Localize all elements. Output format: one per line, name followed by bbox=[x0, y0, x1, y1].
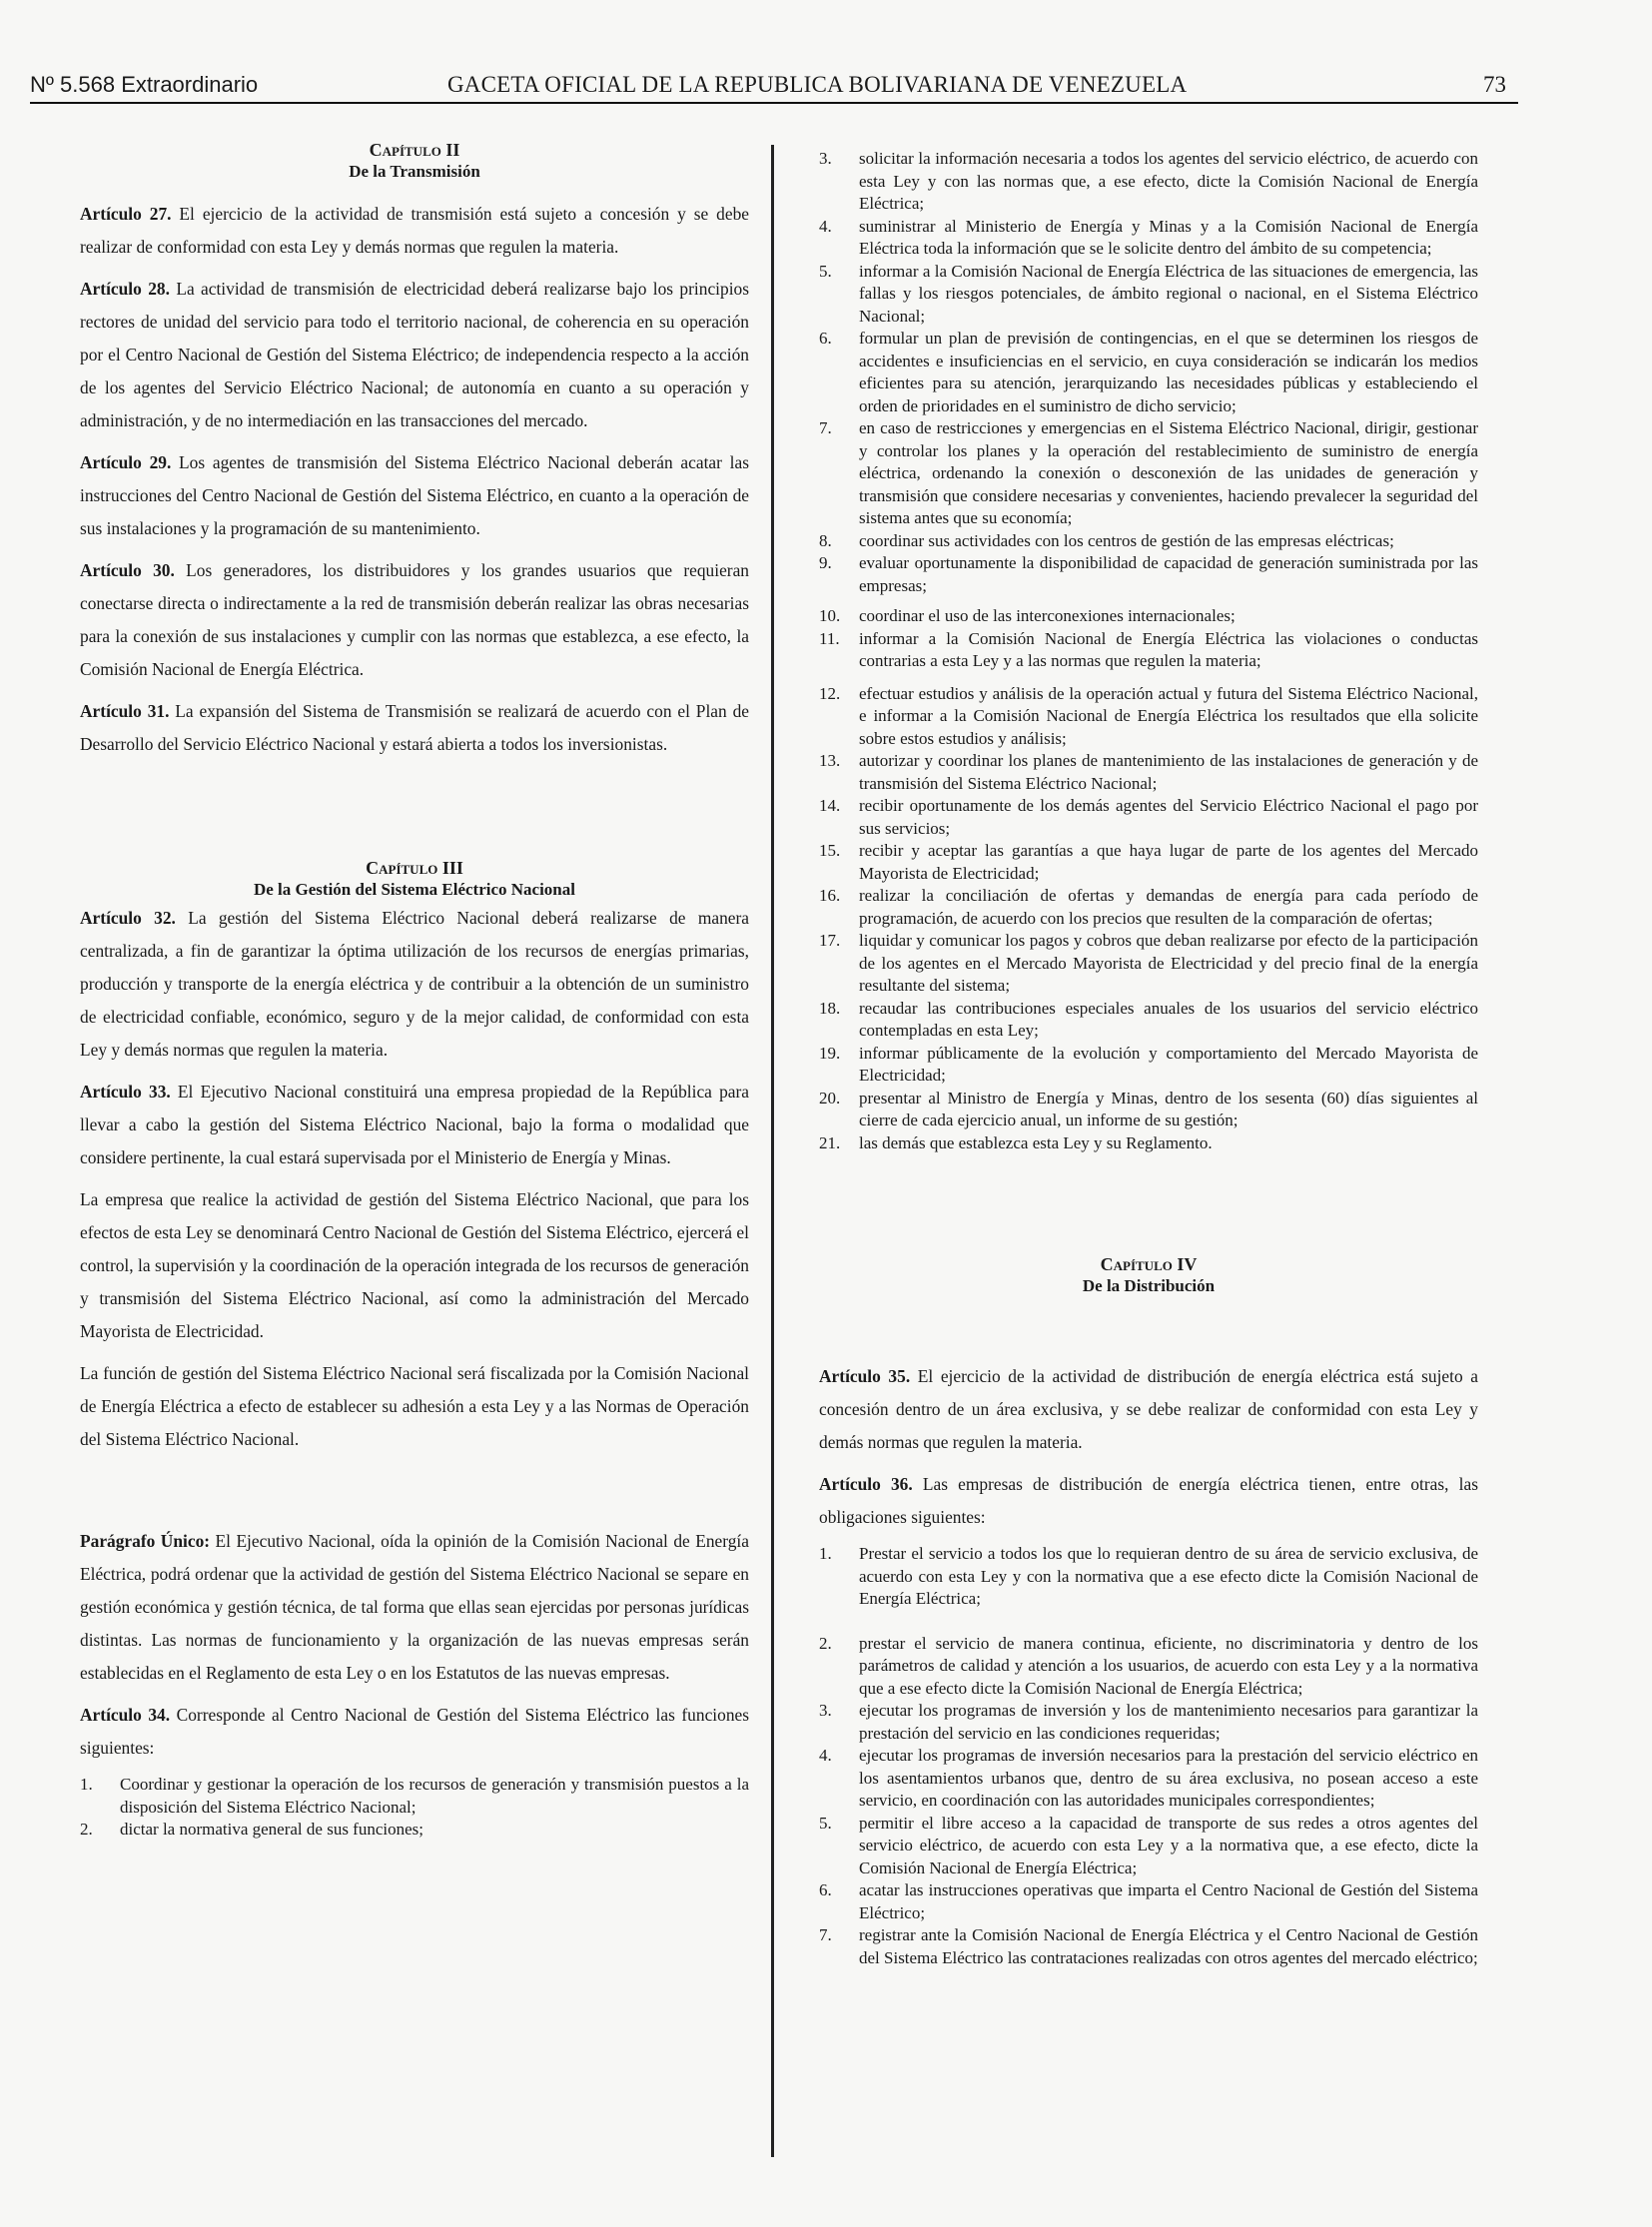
issue-number: Nº 5.568 Extraordinario bbox=[30, 72, 259, 97]
list-item: 13. autorizar y coordinar los planes de mantenimiento de las instalaciones de generación y de transmisión del Sistema Eléctrico Nacional; bbox=[819, 751, 1478, 793]
article-35: Artículo 35. El ejercicio de la actividad de distribución de energía eléctrica está sujeto a concesión dentro de un área exclusiva, y se debe realizar de conformidad con esta Ley y demás normas que regulen la materia. bbox=[819, 1366, 1478, 1452]
list-item: 14. recibir oportunamente de los demás agentes del Servicio Eléctrico Nacional el pago por sus servicios; bbox=[819, 796, 1478, 838]
list-item: 1. Coordinar y gestionar la operación de los recursos de generación y transmisión puestos a la disposición del Sistema Eléctrico Nacional; bbox=[80, 1775, 749, 1817]
article-28: Artículo 28. La actividad de transmisión de electricidad deberá realizarse bajo los principios rectores de unidad del servicio para todo el territorio nacional, de coherencia en su operación por el Centro Nacional de Gestión del Sistema Eléctrico; de independencia respecto a la acción de los agentes del Servicio Eléctrico Nacional; de autonomía en cuanto a su operación y administración, y de no intermediación en las transacciones del mercado. bbox=[80, 279, 749, 430]
gazette-header bbox=[30, 72, 1518, 104]
article-27: Artículo 27. El ejercicio de la actividad de transmisión está sujeto a concesión y se debe realizar de conformidad con esta Ley y demás normas que regulen la materia. bbox=[80, 204, 750, 257]
article-34: Artículo 34. Corresponde al Centro Nacional de Gestión del Sistema Eléctrico las funciones siguientes: bbox=[80, 1705, 749, 1758]
list-item: 3. ejecutar los programas de inversión y los de mantenimiento necesarios para garantizar la prestación del servicio en las condiciones requeridas; bbox=[819, 1701, 1478, 1743]
list-item: 2. dictar la normativa general de sus funciones; bbox=[80, 1820, 423, 1839]
list-item: 16. realizar la conciliación de ofertas y demandas de energía para cada período de programación, de acuerdo con los precios que resulten de la comparación de ofertas; bbox=[819, 886, 1478, 928]
list-item: 2. prestar el servicio de manera continua, eficiente, no discriminatoria y dentro de los parámetros de calidad y atención a los usuarios, de acuerdo con esta Ley y a la normativa que a ese efecto dicte la Comisión Nacional de Energía Eléctrica; bbox=[819, 1633, 1478, 1698]
article-36-list bbox=[819, 1543, 1478, 1969]
chapter-number: Capítulo IV bbox=[1100, 1254, 1198, 1274]
chapter-title: De la Distribución bbox=[1082, 1276, 1216, 1295]
chapter-title: De la Gestión del Sistema Eléctrico Nacional bbox=[253, 880, 575, 899]
article-31: Artículo 31. La expansión del Sistema de Transmisión se realizará de acuerdo con el Plan de Desarrollo del Servicio Eléctrico Nacional y estará abierta a todos los inversionistas. bbox=[80, 701, 750, 754]
chapter-heading bbox=[80, 140, 749, 182]
chapter-title: De la Transmisión bbox=[349, 162, 480, 181]
list-item: 20. presentar al Ministro de Energía y Minas, dentro de los sesenta (60) días siguientes al cierre de cada ejercicio anual, un informe de su gestión; bbox=[819, 1088, 1478, 1129]
list-item: 19. informar públicamente de la evolución y comportamiento del Mercado Mayorista de Electricidad; bbox=[819, 1043, 1478, 1085]
article-34-list bbox=[80, 1774, 749, 1842]
article-33-paragraph-2: La empresa que realice la actividad de gestión del Sistema Eléctrico Nacional, que para los efectos de esta Ley se denominará Centro Nacional de Gestión del Sistema Eléctrico, ejercerá el control, la supervisión y la coordinación de la operación integrada de los recursos de generación y transmisión del Sistema Eléctrico Nacional, así como la administración del Mercado Mayorista de Electricidad. bbox=[80, 1189, 749, 1341]
article-32: Artículo 32. La gestión del Sistema Eléctrico Nacional deberá realizarse de manera centralizada, a fin de garantizar la óptima utilización de los recursos de energías primarias, producción y transporte de la energía eléctrica y de contribuir a la obtención de un suministro de electricidad confiable, económico, seguro y de la mejor calidad, de conformidad con esta Ley y demás normas que regulen la materia. bbox=[80, 908, 749, 1060]
article-36: Artículo 36. Las empresas de distribución de energía eléctrica tienen, entre otras, las obligaciones siguientes: bbox=[819, 1474, 1478, 1527]
chapter-number: Capítulo II bbox=[369, 140, 460, 160]
list-item: 12. efectuar estudios y análisis de la operación actual y futura del Sistema Eléctrico Nacional, e informar a la Comisión Nacional de Energía Eléctrica los resultados que ella solicite sobre estos estudios y análisis; bbox=[819, 683, 1478, 748]
right-column bbox=[819, 148, 1478, 1969]
list-item: 5. permitir el libre acceso a la capacidad de transporte de sus redes a otros agentes del servicio eléctrico, de acuerdo con esta Ley y a la normativa que, a ese efecto, dicte la Comisión Nacional de Energía Eléctrica; bbox=[819, 1813, 1478, 1877]
list-item: 18. recaudar las contribuciones especiales anuales de los usuarios del servicio eléctrico contempladas en esta Ley; bbox=[819, 998, 1478, 1040]
list-item: 7. en caso de restricciones y emergencias en el Sistema Eléctrico Nacional, dirigir, gestionar y controlar los planes y la operación del restablecimiento de suministro de energía eléctrica, ordenando la conexión o desconexión de las unidades de generación y transmisión que considere necesarias y convenientes, haciendo prevalecer la seguridad del sistema antes que su economía; bbox=[819, 418, 1478, 527]
list-item: 3. solicitar la información necesaria a todos los agentes del servicio eléctrico, de acuerdo con esta Ley y con las normas que, a ese efecto, dicte la Comisión Nacional de Energía Eléctrica; bbox=[819, 149, 1478, 213]
gazette-title: GACETA OFICIAL DE LA REPUBLICA BOLIVARIANA DE VENEZUELA bbox=[447, 72, 1188, 97]
list-item: 4. ejecutar los programas de inversión necesarios para la prestación del servicio eléctrico en los asentamientos urbanos que, dentro de su área exclusiva, no posean acceso a este servicio, en coordinación con las autoridades municipales correspondientes; bbox=[819, 1746, 1478, 1810]
article-30: Artículo 30. Los generadores, los distribuidores y los grandes usuarios que requieran conectarse directa o indirectamente a la red de transmisión deberán realizar las obras necesarias para la conexión de sus instalaciones y cumplir con las normas que establezca, a ese efecto, la Comisión Nacional de Energía Eléctrica. bbox=[80, 560, 750, 679]
left-column bbox=[80, 140, 749, 1842]
list-item: 1. Prestar el servicio a todos los que lo requieran dentro de su área de servicio exclusiva, de acuerdo con esta Ley y con la normativa que a ese efecto dicte la Comisión Nacional de Energía Eléctrica; bbox=[819, 1544, 1478, 1608]
list-item: 11. informar a la Comisión Nacional de Energía Eléctrica las violaciones o conductas contrarias a esta Ley y a las normas que regulen la materia; bbox=[819, 628, 1478, 670]
article-33: Artículo 33. El Ejecutivo Nacional constituirá una empresa propiedad de la República para llevar a cabo la gestión del Sistema Eléctrico Nacional, bajo la forma o modalidad que considere pertinente, la cual estará supervisada por el Ministerio de Energía y Minas. bbox=[80, 1082, 750, 1167]
column-divider bbox=[771, 145, 774, 2157]
article-34-list-continued bbox=[819, 148, 1478, 1154]
chapter-heading bbox=[819, 1254, 1478, 1296]
paragrafo-unico: Parágrafo Único: El Ejecutivo Nacional, oída la opinión de la Comisión Nacional de Energía Eléctrica, podrá ordenar que la actividad de gestión del Sistema Eléctrico Nacional se separe en gestión económica y gestión técnica, de tal forma que ellas sean ejercidas por personas jurídicas distintas. Las normas de funcionamiento y la organización de las nuevas empresas serán establecidas en el Reglamento de esta Ley o en los Estatutos de las nuevas empresas. bbox=[80, 1531, 749, 1683]
list-item: 21. las demás que establezca esta Ley y su Reglamento. bbox=[819, 1132, 1213, 1152]
list-item: 10. coordinar el uso de las interconexiones internacionales; bbox=[819, 606, 1236, 625]
list-item: 15. recibir y aceptar las garantías a que haya lugar de parte de los agentes del Mercado Mayorista de Electricidad; bbox=[819, 841, 1478, 883]
article-33-paragraph-3: La función de gestión del Sistema Eléctrico Nacional será fiscalizada por la Comisión Nacional de Energía Eléctrica a efecto de establecer su adhesión a esta Ley y a las Normas de Operación del Sistema Eléctrico Nacional. bbox=[80, 1363, 749, 1449]
list-item: 4. suministrar al Ministerio de Energía y Minas y a la Comisión Nacional de Energía Eléctrica toda la información que se le solicite dentro del ámbito de su competencia; bbox=[819, 216, 1478, 258]
list-item: 8. coordinar sus actividades con los centros de gestión de las empresas eléctricas; bbox=[819, 530, 1394, 550]
list-item: 7. registrar ante la Comisión Nacional de Energía Eléctrica y el Centro Nacional de Gestión del Sistema Eléctrico las contrataciones realizadas con otros agentes del mercado eléctrico; bbox=[819, 1925, 1478, 1967]
list-item: 5. informar a la Comisión Nacional de Energía Eléctrica de las situaciones de emergencia, las fallas y los riesgos potenciales, de ámbito regional o nacional, en el Sistema Eléctrico Nacional; bbox=[819, 261, 1478, 326]
chapter-number: Capítulo III bbox=[366, 858, 463, 878]
list-item: 9. evaluar oportunamente la disponibilidad de capacidad de generación suministrada por las empresas; bbox=[819, 553, 1478, 595]
page-number: 73 bbox=[1483, 72, 1506, 97]
list-item: 17. liquidar y comunicar los pagos y cobros que deban realizarse por efecto de la participación de los agentes en el Mercado Mayorista de Electricidad y del precio final de la energía resultante del sistema; bbox=[819, 931, 1478, 995]
article-29: Artículo 29. Los agentes de transmisión del Sistema Eléctrico Nacional deberán acatar las instrucciones del Centro Nacional de Gestión del Sistema Eléctrico, en cuanto a la operación de sus instalaciones y la programación de su mantenimiento. bbox=[80, 452, 749, 538]
chapter-heading bbox=[80, 858, 749, 900]
list-item: 6. acatar las instrucciones operativas que imparta el Centro Nacional de Gestión del Sistema Eléctrico; bbox=[819, 1880, 1478, 1922]
list-item: 6. formular un plan de previsión de contingencias, en el que se determinen los riesgos de accidentes e insuficiencias en el servicio, en cuya consideración se indicarán los medios eficientes para su atención, jerarquizando las necesidades públicas y estableciendo el orden de prioridades en el suministro de dicho servicio; bbox=[819, 329, 1478, 415]
